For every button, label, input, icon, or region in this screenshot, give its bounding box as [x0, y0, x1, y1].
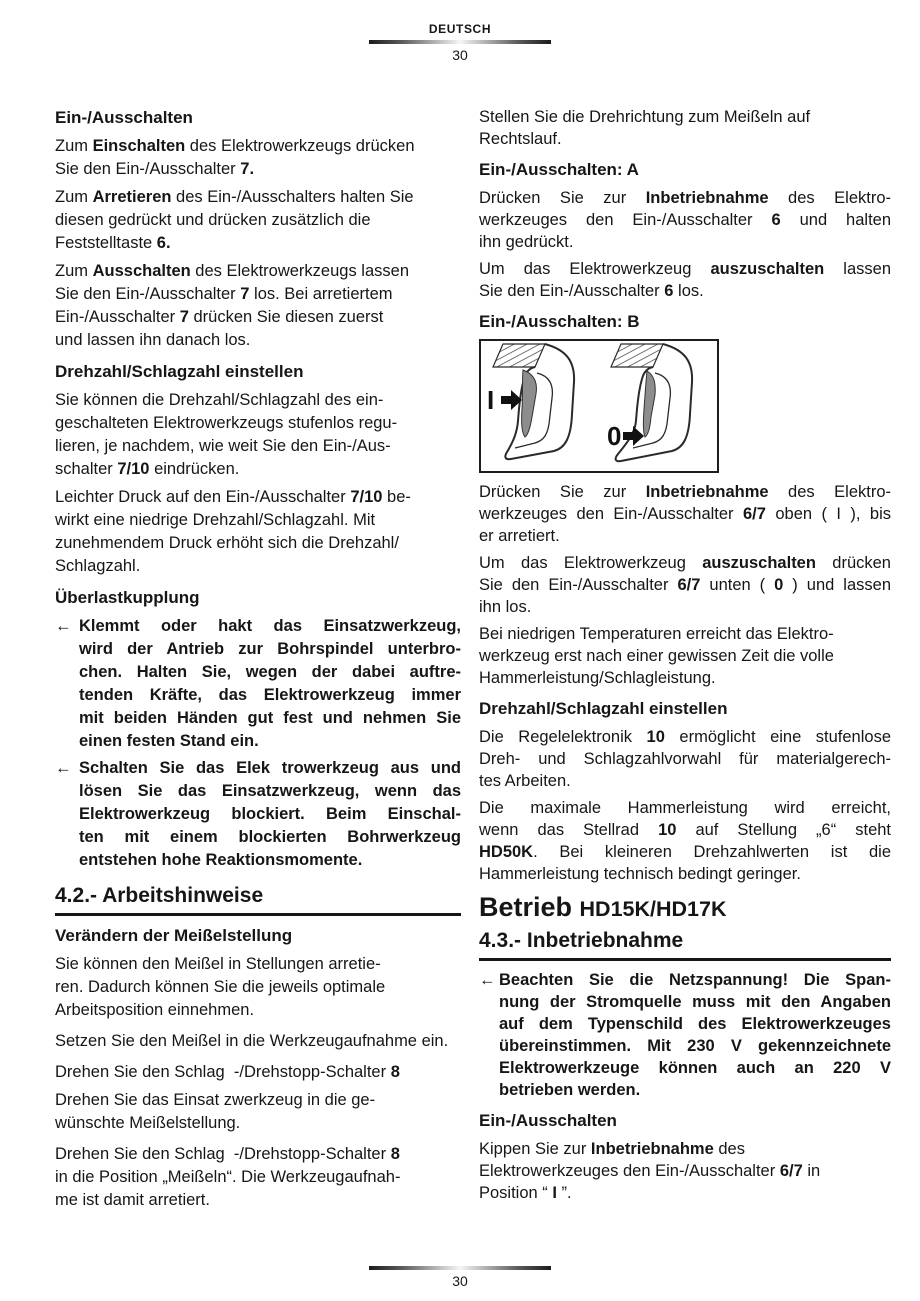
bullet-item	[55, 757, 461, 872]
text-run: Drehen Sie das Einsat zwerkzeug in die ge-	[55, 1091, 376, 1109]
text-line	[55, 435, 461, 458]
text-line	[479, 128, 891, 150]
bold-run: auszuschalten	[710, 260, 825, 278]
text-run: Hammerleistung technisch bedingt geringer.	[479, 865, 801, 883]
text-line	[55, 306, 461, 329]
bold-run: 10	[646, 728, 665, 746]
text-line	[55, 1143, 461, 1166]
text-line	[479, 525, 891, 547]
text-line	[55, 283, 461, 306]
text-line	[55, 1089, 461, 1112]
text-line	[499, 1013, 891, 1035]
text-line	[55, 1166, 461, 1189]
text-line	[79, 730, 461, 753]
text-line	[479, 667, 891, 689]
text-run: des Elektrowerkzeugs drücken	[185, 137, 415, 155]
text-run: des Elektrowerkzeugs lassen	[190, 262, 409, 280]
text-line	[79, 661, 461, 684]
text-line	[479, 748, 891, 770]
subheading: Überlastkupplung	[55, 588, 200, 607]
text-run: Drehen Sie den Schlag -/Drehstopp-Schalter	[55, 1145, 391, 1163]
bold-run: wird der Antrieb zur Bohrspindel unterbro-	[79, 640, 461, 658]
subheading: Ein-/Ausschalten: B	[479, 312, 640, 331]
bold-run: 6/7	[742, 505, 766, 523]
paragraph	[55, 1089, 461, 1135]
page-body	[55, 106, 891, 1217]
text-line	[55, 158, 461, 181]
text-run: Setzen Sie den Meißel in die Werkzeugaufnahme ein.	[55, 1032, 449, 1050]
bold-run: 7	[179, 308, 189, 326]
text-line	[479, 645, 891, 667]
text-run: Zum	[55, 137, 93, 155]
trigger-shape	[522, 370, 537, 437]
text-line	[55, 976, 461, 999]
bold-run: 7	[240, 285, 250, 303]
text-run: eindrücken.	[149, 460, 240, 478]
text-line	[79, 826, 461, 849]
paragraph	[479, 1138, 891, 1204]
subheading: Verändern der Meißelstellung	[55, 926, 293, 945]
text-run: zunehmendem Druck erhöht sich die Drehzahl/	[55, 534, 399, 552]
bold-run: 0	[774, 576, 784, 594]
text-line	[55, 1112, 461, 1135]
text-run: Ein-/Ausschalter	[55, 308, 180, 326]
bold-run: chen. Halten Sie, wegen der dabei auftre-	[79, 663, 461, 681]
chapter-title	[479, 891, 891, 925]
switch-off-drawing	[607, 344, 692, 461]
bold-run: Schalten Sie das Elek trowerkzeug aus und	[79, 759, 461, 777]
text-run: Drücken Sie zur	[479, 189, 646, 207]
header-rule	[369, 40, 551, 44]
text-line	[79, 684, 461, 707]
text-run: diesen gedrückt und drücken zusätzlich die	[55, 211, 371, 229]
bold-run: 6/7	[779, 1162, 803, 1180]
text-run: Sie den Ein-/Ausschalter	[479, 576, 678, 594]
bold-run: Inbetriebnahme	[645, 189, 769, 207]
text-run: Stellen Sie die Drehrichtung zum Meißeln auf	[479, 108, 811, 126]
text-run: wünschte Meißelstellung.	[55, 1114, 241, 1132]
bold-run: mit beiden Händen gut fest und nehmen Sie	[79, 709, 461, 727]
text-run: ren. Dadurch können Sie die jeweils optimale	[55, 978, 386, 996]
text-line	[479, 623, 891, 645]
text-run: werkzeuges den Ein-/Ausschalter	[479, 211, 772, 229]
text-line	[55, 260, 461, 283]
text-run: Sie den Ein-/Ausschalter	[479, 282, 665, 300]
bullet-item	[55, 615, 461, 753]
text-run: los. Bei arretiertem	[249, 285, 393, 303]
text-line	[479, 574, 891, 596]
text-line	[79, 615, 461, 638]
text-run: Schlagzahl.	[55, 557, 141, 575]
language-label: DEUTSCH	[428, 22, 492, 36]
text-line	[55, 486, 461, 509]
bold-run: Ausschalten	[92, 262, 191, 280]
bold-run: entstehen hohe Reaktionsmomente.	[79, 851, 363, 869]
bold-run: lösen Sie das Einsatzwerkzeug, wenn das	[79, 782, 461, 800]
text-line	[479, 187, 891, 209]
paragraph	[479, 106, 891, 150]
text-line	[479, 1138, 891, 1160]
text-run: Um das Elektrowerkzeug	[479, 260, 711, 278]
section-heading: 4.3.- Inbetriebnahme	[479, 929, 891, 961]
text-run: des Elektro-	[768, 483, 892, 501]
footer-page-number: 30	[452, 1273, 468, 1289]
bold-run: betrieben werden.	[499, 1081, 641, 1099]
text-run: Die maximale Hammerleistung wird erreicht,	[479, 799, 891, 817]
text-line	[479, 231, 891, 253]
text-run: drücken	[815, 554, 891, 572]
text-line	[479, 503, 891, 525]
text-run: Feststelltaste	[55, 234, 157, 252]
bold-run: einen festen Stand ein.	[79, 732, 259, 750]
text-line	[479, 797, 891, 819]
arrow-left-icon: ←	[479, 971, 496, 989]
text-run: Hammerleistung/Schlagleistung.	[479, 669, 716, 687]
text-line	[55, 1030, 461, 1053]
text-line	[55, 953, 461, 976]
column-right	[479, 106, 891, 1217]
text-line	[499, 991, 891, 1013]
text-line	[55, 232, 461, 255]
text-run: des Ein-/Ausschalters halten Sie	[171, 188, 414, 206]
bold-run: 6	[664, 282, 674, 300]
bold-run: Inbetriebnahme	[645, 483, 769, 501]
text-run: Zum	[55, 188, 93, 206]
paragraph	[479, 258, 891, 302]
hatched-area	[611, 344, 663, 367]
text-line	[499, 969, 891, 991]
paragraph	[479, 797, 891, 885]
paragraph	[55, 1143, 461, 1212]
hatched-area	[493, 344, 545, 367]
text-line	[55, 389, 461, 412]
bold-run: I	[552, 1184, 557, 1202]
text-run: tes Arbeiten.	[479, 772, 571, 790]
text-run: lieren, je nachdem, wie weit Sie den Ein-/Aus-	[55, 437, 391, 455]
arrow-left-icon: ←	[55, 617, 72, 635]
text-line	[55, 999, 461, 1022]
text-line	[55, 532, 461, 555]
bold-run: Klemmt oder hakt das Einsatzwerkzeug,	[79, 617, 461, 635]
text-run: wenn das Stellrad	[479, 821, 659, 839]
text-run: Die Regelelektronik	[479, 728, 647, 746]
bold-run: Elektrowerkzeuge können auch an 220 V	[499, 1059, 891, 1077]
text-run: Drücken Sie zur	[479, 483, 646, 501]
bold-run: nung der Stromquelle muss mit den Angaben	[499, 993, 891, 1011]
bold-run: ten mit einem blockierten Bohrwerkzeug	[79, 828, 461, 846]
bold-run: auszuschalten	[702, 554, 816, 572]
text-run: Leichter Druck auf den Ein-/Ausschalter	[55, 488, 351, 506]
text-line	[479, 770, 891, 792]
text-run: Bei niedrigen Temperaturen erreicht das Elektro-	[479, 625, 834, 643]
text-run: ihn los.	[479, 598, 532, 616]
paragraph	[55, 389, 461, 481]
bold-run: Einschalten	[92, 137, 186, 155]
arrow-left-icon: ←	[55, 759, 72, 777]
text-run: Dreh- und Schlagzahlvorwahl für materialgerech-	[479, 750, 891, 768]
text-line	[499, 1079, 891, 1101]
text-line	[479, 552, 891, 574]
text-run: Sie den Ein-/Ausschalter	[55, 285, 241, 303]
bold-run: tenden Kräfte, das Elektrowerkzeug immer	[79, 686, 461, 704]
text-run: Kippen Sie zur	[479, 1140, 591, 1158]
chapter-title-main: Betrieb	[479, 892, 580, 922]
text-run: me ist damit arretiert.	[55, 1191, 210, 1209]
text-run: . Bei kleineren Drehzahlwerten ist die	[533, 843, 891, 861]
bold-run: 6.	[156, 234, 171, 252]
text-run: lassen	[824, 260, 891, 278]
text-line	[79, 849, 461, 872]
text-line	[79, 707, 461, 730]
text-line	[55, 509, 461, 532]
footer-rule	[369, 1266, 551, 1270]
switch-figure	[479, 339, 719, 473]
text-line	[79, 638, 461, 661]
text-run: unten (	[700, 576, 775, 594]
paragraph	[479, 552, 891, 618]
column-left	[55, 106, 461, 1217]
text-line	[479, 106, 891, 128]
text-line	[79, 780, 461, 803]
bold-run: 10	[658, 821, 677, 839]
paragraph	[479, 623, 891, 689]
text-line	[479, 1160, 891, 1182]
subheading: Ein-/Ausschalten	[55, 108, 193, 127]
text-line	[55, 555, 461, 578]
text-line	[479, 280, 891, 302]
text-run: los.	[673, 282, 704, 300]
switch-figure-svg	[481, 341, 713, 471]
paragraph	[55, 135, 461, 181]
text-run: Sie den Ein-/Ausschalter	[55, 160, 241, 178]
text-line	[55, 412, 461, 435]
bold-run: 6	[771, 211, 781, 229]
text-line	[79, 803, 461, 826]
bold-run: 8	[390, 1063, 400, 1081]
bold-run: Elektrowerkzeug blockiert. Beim Einschal-	[79, 805, 461, 823]
text-run: Elektrowerkzeuges den Ein-/Ausschalter	[479, 1162, 780, 1180]
text-line	[55, 135, 461, 158]
text-line	[479, 841, 891, 863]
text-line	[55, 1189, 461, 1212]
text-line	[55, 1061, 461, 1084]
header-page-number: 30	[452, 47, 468, 63]
bold-run: HD50K	[479, 843, 534, 861]
text-run: Position “	[479, 1184, 553, 1202]
text-line	[55, 209, 461, 232]
bold-run: 8	[390, 1145, 400, 1163]
bold-run: auf dem Typenschild des Elektrowerkzeuges	[499, 1015, 891, 1033]
subheading: Drehzahl/Schlagzahl einstellen	[479, 699, 728, 718]
trigger-shape	[643, 371, 655, 437]
bold-run: 6/7	[677, 576, 701, 594]
bold-run: übereinstimmen. Mit 230 V gekennzeichnete	[499, 1037, 891, 1055]
page-header	[0, 22, 920, 63]
bullet-text	[79, 615, 461, 753]
bullet-item	[479, 969, 891, 1101]
text-run: Sie können die Drehzahl/Schlagzahl des ein-	[55, 391, 384, 409]
text-run: oben ( I ), bis	[765, 505, 891, 523]
text-run: ihn gedrückt.	[479, 233, 574, 251]
figure-on-label: I	[487, 385, 495, 415]
text-run: werkzeug erst nach einer gewissen Zeit die volle	[479, 647, 834, 665]
bold-run: 7/10	[117, 460, 150, 478]
text-line	[499, 1035, 891, 1057]
text-run: in die Position „Meißeln“. Die Werkzeugaufnah-	[55, 1168, 401, 1186]
paragraph	[55, 953, 461, 1022]
text-run: Rechtslauf.	[479, 130, 562, 148]
subheading: Ein-/Ausschalten: A	[479, 160, 639, 179]
text-run: ) und lassen	[783, 576, 891, 594]
text-run: des Elektro-	[768, 189, 892, 207]
text-line	[55, 458, 461, 481]
text-run: Zum	[55, 262, 93, 280]
text-line	[479, 1182, 891, 1204]
page-footer	[0, 1262, 920, 1289]
bold-run: Inbetriebnahme	[590, 1140, 714, 1158]
text-run: Arbeitsposition einnehmen.	[55, 1001, 255, 1019]
text-run: schalter	[55, 460, 118, 478]
switch-on-drawing	[487, 344, 574, 459]
text-run: er arretiert.	[479, 527, 560, 545]
bold-run: 7/10	[350, 488, 383, 506]
text-run: be-	[382, 488, 411, 506]
text-line	[479, 819, 891, 841]
text-line	[55, 186, 461, 209]
paragraph	[479, 726, 891, 792]
subheading: Drehzahl/Schlagzahl einstellen	[55, 362, 304, 381]
bullet-text	[79, 757, 461, 872]
text-run: ermöglicht eine stufenlose	[664, 728, 892, 746]
text-run: Um das Elektrowerkzeug	[479, 554, 703, 572]
text-run: drücken Sie diesen zuerst	[188, 308, 384, 326]
text-line	[479, 258, 891, 280]
paragraph	[55, 1061, 461, 1084]
text-run: wirkt eine niedrige Drehzahl/Schlagzahl. Mit	[55, 511, 376, 529]
paragraph	[479, 481, 891, 547]
text-line	[79, 757, 461, 780]
chapter-title-model: HD15K/HD17K	[579, 897, 727, 921]
text-run: und halten	[780, 211, 892, 229]
text-line	[479, 863, 891, 885]
paragraph	[479, 187, 891, 253]
section-heading: 4.2.- Arbeitshinweise	[55, 884, 461, 916]
text-run: Sie können den Meißel in Stellungen arretie-	[55, 955, 381, 973]
text-line	[479, 596, 891, 618]
bold-run: Beachten Sie die Netzspannung! Die Span-	[499, 971, 891, 989]
text-line	[499, 1057, 891, 1079]
text-run: und lassen ihn danach los.	[55, 331, 251, 349]
text-run: geschalteten Elektrowerkzeugs stufenlos regu-	[55, 414, 398, 432]
figure-off-label: 0	[607, 421, 622, 451]
paragraph	[55, 486, 461, 578]
paragraph	[55, 186, 461, 255]
text-run: werkzeuges den Ein-/Ausschalter	[479, 505, 743, 523]
text-run: auf Stellung „6“ steht	[676, 821, 892, 839]
bold-run: Arretieren	[92, 188, 172, 206]
bullet-text	[499, 969, 891, 1101]
text-line	[479, 726, 891, 748]
bold-run: 7.	[240, 160, 255, 178]
text-line	[55, 329, 461, 352]
text-line	[479, 209, 891, 231]
text-line	[479, 481, 891, 503]
paragraph	[55, 260, 461, 352]
text-run: Drehen Sie den Schlag -/Drehstopp-Schalter	[55, 1063, 391, 1081]
text-run: in	[802, 1162, 821, 1180]
text-run: des	[713, 1140, 745, 1158]
paragraph	[55, 1030, 461, 1053]
text-run: ”.	[556, 1184, 572, 1202]
subheading: Ein-/Ausschalten	[479, 1111, 617, 1130]
